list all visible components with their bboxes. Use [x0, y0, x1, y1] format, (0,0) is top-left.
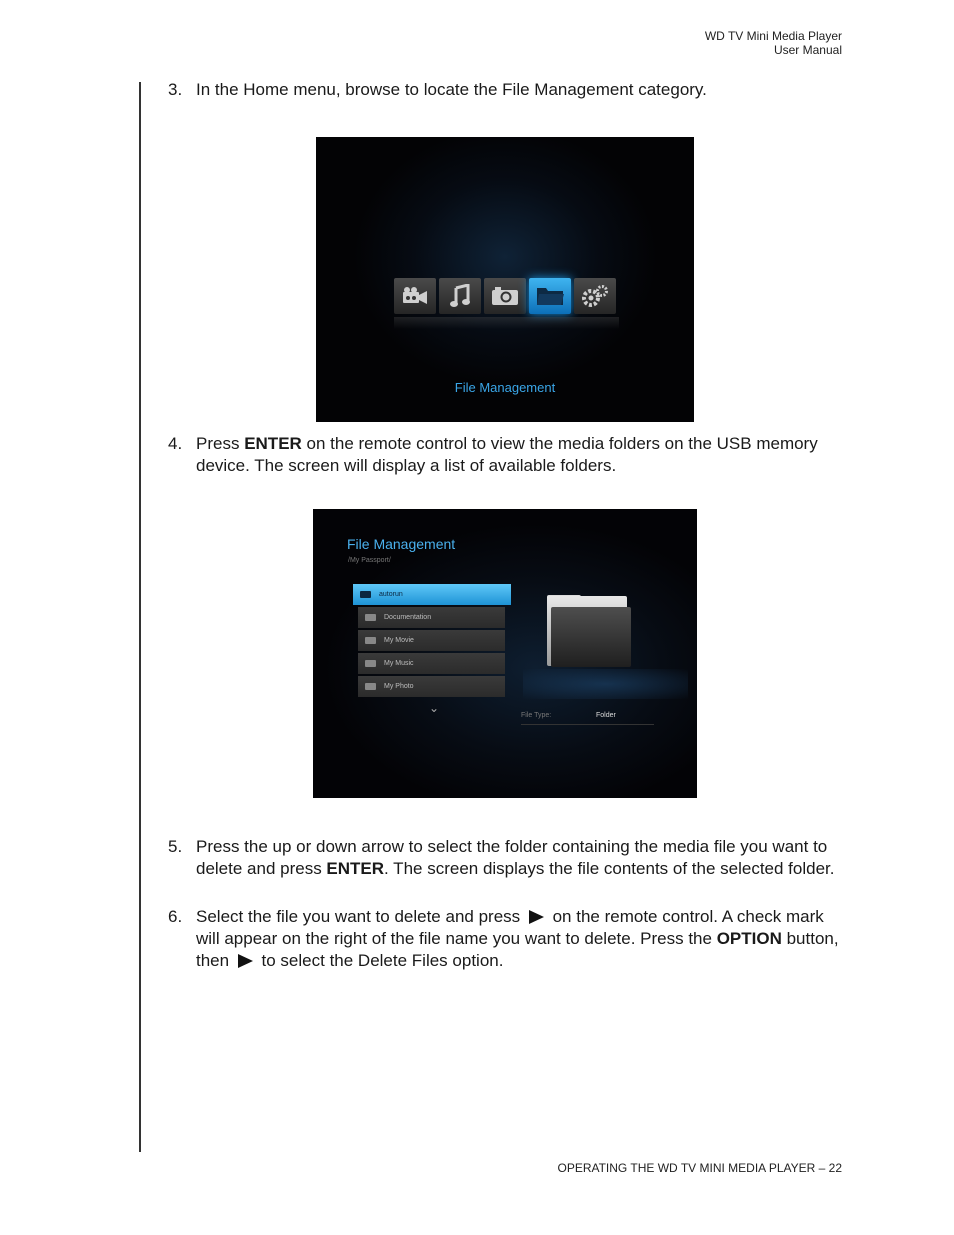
list-item[interactable] — [358, 676, 505, 697]
text-run: . The screen displays the file contents of the selected folder. — [384, 859, 835, 878]
step-number: 4. — [168, 434, 183, 453]
step-6 — [168, 906, 840, 972]
step-text — [196, 836, 840, 880]
right-arrow-icon — [238, 954, 253, 968]
folder-icon — [529, 278, 571, 314]
file-type-label: File Type: — [521, 712, 552, 719]
text-run: on the remote control to view the media folders on the USB memory device. The screen will display a list of available folders. — [196, 434, 818, 475]
margin-rule — [139, 82, 141, 1152]
text-run: Select the file you want to delete and press — [196, 907, 525, 926]
key-enter: ENTER — [244, 434, 302, 453]
step-text — [196, 906, 840, 972]
page-footer: OPERATING THE WD TV MINI MEDIA PLAYER – 22 — [557, 1161, 842, 1175]
camera-icon — [484, 278, 526, 314]
header-product: WD TV Mini Media Player — [704, 29, 842, 43]
step-text — [196, 433, 840, 477]
text-run: to select the Delete Files option. — [256, 951, 504, 970]
key-option: OPTION — [716, 929, 782, 948]
list-item[interactable] — [358, 607, 505, 628]
text-run: button, then — [196, 929, 839, 970]
list-item[interactable] — [358, 653, 505, 674]
file-management-screenshot — [313, 509, 697, 798]
music-note-icon — [439, 278, 481, 314]
file-type-value: Folder — [596, 712, 616, 719]
text-run: Press the up or down arrow to select the folder containing the media file you want to delete and press — [196, 837, 828, 878]
list-item[interactable] — [353, 584, 511, 605]
video-camera-icon — [394, 278, 436, 314]
running-header — [705, 29, 842, 57]
folder-list — [353, 584, 512, 699]
home-menu-screenshot — [316, 137, 694, 422]
header-doc-type: User Manual — [773, 43, 842, 57]
folder-name: autorun — [379, 591, 403, 598]
gear-icon — [574, 278, 616, 314]
step-text: In the Home menu, browse to locate the File Management category. — [196, 80, 707, 99]
screen-title: File Management — [347, 536, 456, 552]
home-icon-row — [394, 278, 616, 314]
folder-icon — [360, 591, 371, 598]
step-number: 3. — [168, 80, 183, 99]
folder-icon — [365, 637, 376, 644]
right-arrow-icon — [529, 910, 544, 924]
key-enter: ENTER — [326, 859, 385, 878]
icon-reflection — [394, 317, 619, 329]
step-3 — [168, 79, 840, 101]
step-number: 6. — [168, 907, 183, 926]
preview-folder-front — [551, 607, 631, 667]
chevron-down-icon[interactable]: ⌄ — [429, 701, 440, 715]
folder-name: My Music — [384, 660, 414, 667]
folder-icon — [365, 683, 376, 690]
step-4 — [168, 433, 840, 477]
divider — [521, 724, 654, 725]
step-number: 5. — [168, 837, 183, 856]
folder-icon — [365, 660, 376, 667]
category-label: File Management — [454, 380, 556, 395]
preview-glow — [523, 669, 688, 699]
text-run: Press — [196, 434, 245, 453]
list-item[interactable] — [358, 630, 505, 651]
folder-icon — [365, 614, 376, 621]
text-run: on the remote control. A check mark will appear on the right of the file name you want to delete. Press the — [196, 907, 824, 948]
folder-name: My Photo — [384, 683, 414, 690]
step-5 — [168, 836, 840, 880]
folder-name: Documentation — [384, 614, 432, 621]
folder-name: My Movie — [384, 637, 414, 644]
folder-path: /My Passport/ — [348, 557, 391, 564]
